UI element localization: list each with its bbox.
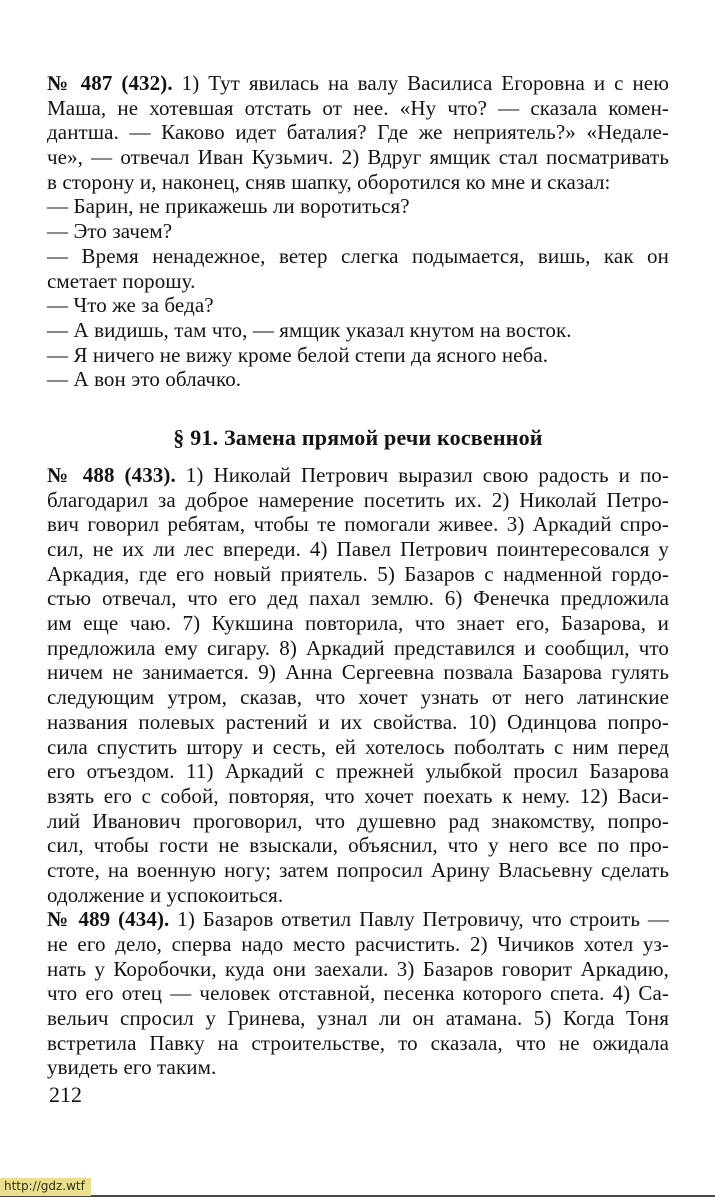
text-line: Маша, не хотевшая отстать от нее. «Ну что? — сказала комен-	[47, 95, 669, 120]
text-line: следующим утром, сказав, что хочет узнать от него латинские	[47, 685, 669, 710]
text-line: им еще чаю. 7) Кукшина повторила, что знает его, Базарова, и	[47, 611, 669, 636]
dialogue-line: — А видишь, там что, — ямщик указал кнутом на восток.	[47, 317, 572, 342]
text-line: благодарил за доброе намерение посетить их. 2) Николай Петро-	[47, 487, 669, 512]
text-line: сил, не их ли лес впереди. 4) Павел Петрович поинтересовался у	[47, 537, 669, 561]
text-line: не его дело, сперва надо место расчистить. 2) Чичиков хотел уз-	[47, 932, 669, 956]
exercise-first-line: № 489 (434). 1) Базаров ответил Павлу Петровичу, что строить —	[47, 907, 669, 932]
text-line: что его отец — человек отставной, песенка которого спета. 4) Са-	[47, 981, 669, 1006]
text-line: его отъездом. 11) Аркадий с прежней улыбкой просил Базарова	[47, 759, 669, 784]
exercise-number-label: № 487 (432).	[47, 71, 173, 95]
text-line: сил, чтобы гости не взыскали, объяснил, что у него все по про-	[47, 833, 669, 858]
text-line: стоте, на военную ногу; затем попросил Арину Власьевну сделать	[47, 857, 669, 882]
exercise-number-label: № 489 (434).	[47, 907, 170, 932]
text-line: встретила Павку на строительстве, то сказала, что не ожидала	[47, 1030, 669, 1055]
exercise-first-line: № 488 (433). 1) Николай Петрович выразил свою радость и по-	[47, 462, 669, 487]
text-line: одолжение и успокоиться.	[47, 882, 284, 907]
dialogue-line: — Что же за беда?	[47, 293, 214, 318]
text-line: нать у Коробочки, куда они заехали. 3) Базаров говорит Аркадию,	[47, 956, 669, 981]
text-line: в сторону и, наконец, сняв шапку, оборотился ко мне и сказал:	[47, 169, 611, 194]
section-heading: § 91. Замена прямой речи косвенной	[173, 424, 543, 450]
text-line: Аркадия, где его новый приятель. 5) Базаров с надменной гордо-	[47, 561, 669, 586]
dialogue-line: — Это зачем?	[47, 219, 173, 244]
dialogue-line: — Барин, не прикажешь ли воротиться?	[47, 194, 410, 219]
watermark-link: http://gdz.wtf	[0, 1178, 91, 1196]
text-line: названия полевых растений и их свойства. 10) Одинцова попро-	[47, 709, 669, 734]
exercise-first-line: № 487 (432). 1) Тут явилась на валу Василиса Егоровна и с нею	[47, 71, 669, 95]
page-number: 212	[49, 1082, 82, 1107]
text-line: стью отвечал, что его дед пахал землю. 6) Фенечка предложила	[47, 586, 669, 611]
text-line: сила спустить штору и сесть, ей хотелось поболтать с ним перед	[47, 734, 669, 759]
text-line: лий Иванович проговорил, что душевно рад знакомству, попро-	[47, 808, 669, 833]
dialogue-line: — Я ничего не вижу кроме белой степи да ясного неба.	[47, 342, 549, 367]
dialogue-line: — Время ненадежное, ветер слегка подымается, вишь, как он	[47, 243, 669, 268]
exercise-number-label: № 488 (433).	[47, 462, 176, 487]
text-line: ничем не занимается. 9) Анна Сергеевна позвала Базарова гулять	[47, 660, 669, 685]
text-line: че», — отвечал Иван Кузьмич. 2) Вдруг ямщик стал посматривать	[47, 145, 669, 170]
text-content	[47, 71, 669, 1080]
text-line: взять его с собой, повторяя, что хочет поехать к нему. 12) Васи-	[47, 783, 669, 808]
text-line: предложила ему сигару. 8) Аркадий представился и сообщил, что	[47, 635, 669, 660]
text-line: увидеть его таким.	[47, 1055, 217, 1080]
text-line: сметает порошу.	[47, 268, 196, 293]
text-line: дантша. — Каково идет баталия? Где же неприятель?» «Недале-	[47, 120, 669, 145]
text-line: вельич спросил у Гринева, узнал ли он атамана. 5) Когда Тоня	[47, 1006, 669, 1031]
text-line: вич говорил ребятам, чтобы те помогали живее. 3) Аркадий спро-	[47, 512, 669, 537]
dialogue-line: — А вон это облачко.	[47, 367, 242, 392]
